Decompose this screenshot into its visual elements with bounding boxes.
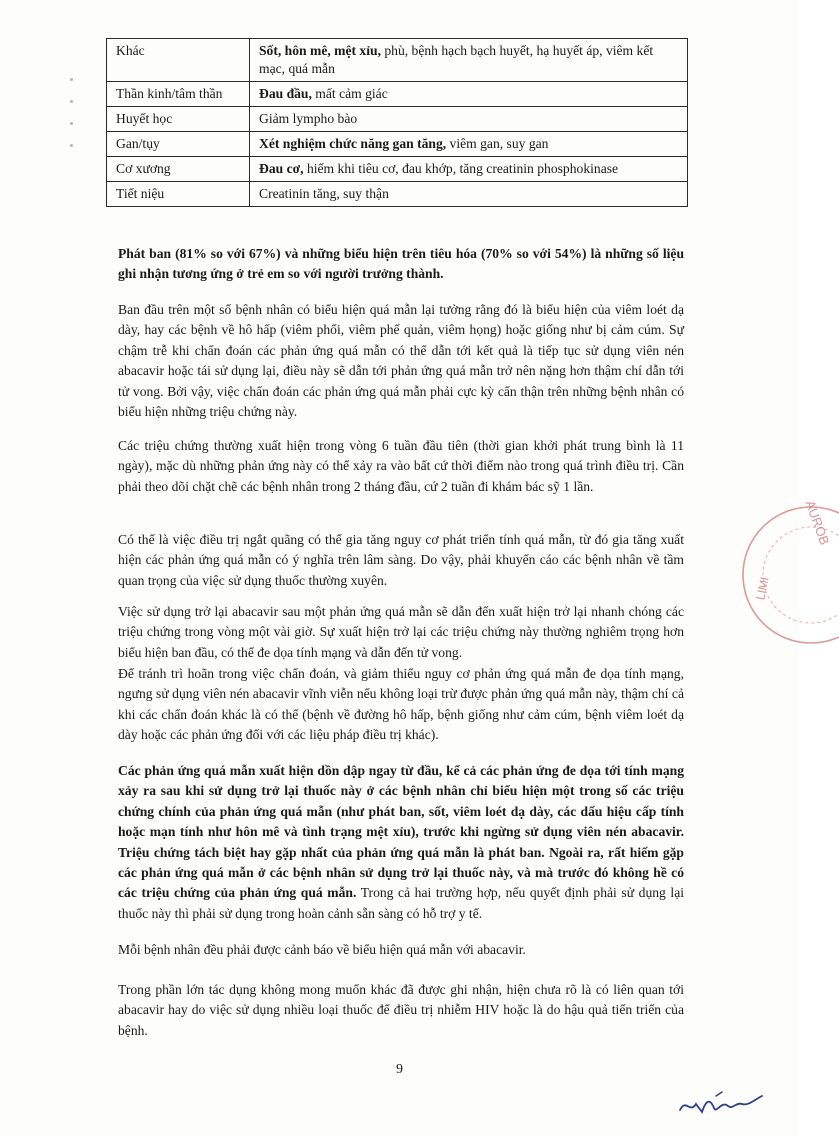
paragraph-initial-symptoms: Ban đầu trên một số bệnh nhân có biểu hiện quá mẫn lại tưởng rằng đó là biểu hiện của viêm loét dạ dày, hay các bệnh về hô hấp (viêm phổi, viêm phế quản, viêm họng) hoặc giống như bị cảm cúm. Sự chậm trễ khi chẩn đoán các phản ứng quá mẫn có thể dẫn tới kết quả là tiếp tục sử dụng viên nén abacavir hoặc tái sử dụng lại, điều này sẽ dẫn tới phản ứng quá mẫn trở nên nặng hơn thậm chí dẫn tới tử vong. Bởi vậy, việc chẩn đoán các phản ứng quá mẫn phải cực kỳ cẩn thận trên những bệnh nhân có biểu hiện những triệu chứng này. — [118, 302, 684, 420]
effects-text: phù, bệnh hạch bạch huyết, hạ huyết áp, viêm kết mạc, quá mẫn — [259, 43, 654, 76]
table-cell-effects — [250, 157, 688, 182]
effects-text: mất cảm giác — [311, 86, 388, 101]
table-row — [107, 157, 688, 182]
table-cell-effects — [250, 182, 688, 207]
effects-text: Creatinin tăng, suy thận — [259, 186, 389, 201]
paragraph-hypersensitivity-warning — [118, 761, 684, 924]
table-row — [107, 39, 688, 82]
table-cell-effects — [250, 39, 688, 82]
effects-bold: Đau cơ, — [259, 161, 304, 176]
table-cell-system: Thần kinh/tâm thần — [107, 82, 250, 107]
table-cell-effects — [250, 107, 688, 132]
scan-speck — [70, 122, 73, 125]
paragraph-children-comparison: Phát ban (81% so với 67%) và những biểu hiện trên tiêu hóa (70% so với 54%) là những số liệu ghi nhận tương ứng ở trẻ em so với người trưởng thành. — [118, 246, 684, 282]
page-number: 9 — [396, 1062, 403, 1077]
effects-text: viêm gan, suy gan — [446, 136, 549, 151]
scan-speck — [70, 100, 73, 103]
paragraph-interrupted-treatment: Có thể là việc điều trị ngắt quãng có thể gia tăng nguy cơ phát triển tính quá mẫn, từ đó gia tăng xuất hiện các phản ứng quá mẫn có ý nghĩa trên lâm sàng. Do vậy, phải khuyến cáo các bệnh nhân về tầm quan trọng của việc sử dụng thuốc thường xuyên. — [118, 532, 684, 588]
table-cell-effects — [250, 82, 688, 107]
table-cell-system: Huyết học — [107, 107, 250, 132]
scan-speck — [70, 144, 73, 147]
effects-bold: Xét nghiệm chức năng gan tăng, — [259, 136, 447, 151]
effects-text: Giảm lympho bào — [259, 111, 358, 126]
signature-mark — [676, 1088, 764, 1118]
adverse-effects-table — [106, 38, 688, 207]
table-row — [107, 132, 688, 157]
company-stamp — [719, 500, 839, 650]
paragraph-reintroduction: Việc sử dụng trở lại abacavir sau một phản ứng quá mẫn sẽ dẫn đến xuất hiện trở lại nhanh chóng các triệu chứng trong vòng một vài giờ. Sự xuất hiện trở lại các triệu chứng này thường nghiêm trọng hơn biểu hiện ban đầu, có thể đe dọa tính mạng và dẫn đến tử vong. — [118, 604, 684, 660]
table-row — [107, 107, 688, 132]
table-cell-effects — [250, 132, 688, 157]
effects-text: hiếm khi tiêu cơ, đau khớp, tăng creatinin phosphokinase — [303, 161, 619, 176]
table-cell-system: Khác — [107, 39, 250, 82]
paragraph-symptom-timing: Các triệu chứng thường xuất hiện trong vòng 6 tuần đầu tiên (thời gian khởi phát trung bình là 11 ngày), mặc dù những phản ứng này có thể xảy ra vào bất cứ thời điểm nào trong quá trình điều trị. Cần phải theo dõi chặt chẽ các bệnh nhân trong 2 tháng đầu, cứ 2 tuần đi khám bác sỹ 1 lần. — [118, 438, 684, 494]
effects-bold: Đau đầu, — [259, 86, 312, 101]
warning-text: Trong cả hai trường hợp, nếu quyết định phải sử dụng lại thuốc này thì phải sử dụng trong hoàn cảnh sẵn sàng có hỗ trợ y tế. — [118, 885, 685, 921]
paragraph-other-effects: Trong phần lớn tác dụng không mong muốn khác đã được ghi nhận, hiện chưa rõ là có liên quan tới abacavir hay do việc sử dụng nhiều loại thuốc để điều trị nhiễm HIV hoặc là do hậu quả tiến triển của bệnh. — [118, 982, 684, 1038]
scan-speck — [70, 78, 73, 81]
table-cell-system: Gan/tụy — [107, 132, 250, 157]
paragraph-patient-warning: Mỗi bệnh nhân đều phải được cảnh báo về biểu hiện quá mẫn với abacavir. — [118, 942, 526, 957]
table-cell-system: Cơ xương — [107, 157, 250, 182]
table-row — [107, 82, 688, 107]
table-row — [107, 182, 688, 207]
warning-bold-text: Các phản ứng quá mẫn xuất hiện dồn dập ngay từ đầu, kể cả các phản ứng đe dọa tới tính mạng xảy ra sau khi sử dụng trở lại thuốc này ở các bệnh nhân chỉ biểu hiện một trong số các triệu chứng chính của phản ứng quá mẫn (như phát ban, sốt, viêm loét dạ dày, các dấu hiệu cấp tính hoặc mạn tính như hôn mê và tình trạng mệt xỉu), trước khi ngừng sử dụng viên nén abacavir. Triệu chứng tách biệt hay gặp nhất của phản ứng quá mẫn là phát ban. Ngoài ra, rất hiếm gặp các phản ứng quá mẫn ở các bệnh nhân sử dụng trở lại thuốc này, và mà trước đó không hề có các triệu chứng của phản ứng quá mẫn. — [118, 763, 684, 901]
effects-bold: Sốt, hôn mê, mệt xỉu, — [259, 43, 381, 58]
table-cell-system: Tiết niệu — [107, 182, 250, 207]
paragraph-avoid-delay: Để tránh trì hoãn trong việc chẩn đoán, và giảm thiểu nguy cơ phản ứng quá mẫn đe dọa tính mạng, ngưng sử dụng viên nén abacavir vĩnh viễn nếu không loại trừ được phản ứng quá mẫn này, thậm chí cả khi các chẩn đoán khác là có thể (bệnh về đường hô hấp, bệnh giống như cảm cúm, bệnh viêm loét dạ dày hoặc các phản ứng đối với các liệu pháp điều trị khác). — [118, 666, 684, 743]
svg-text:LIMI: LIMI — [753, 575, 772, 602]
stamp-text: AUROB — [802, 498, 833, 547]
